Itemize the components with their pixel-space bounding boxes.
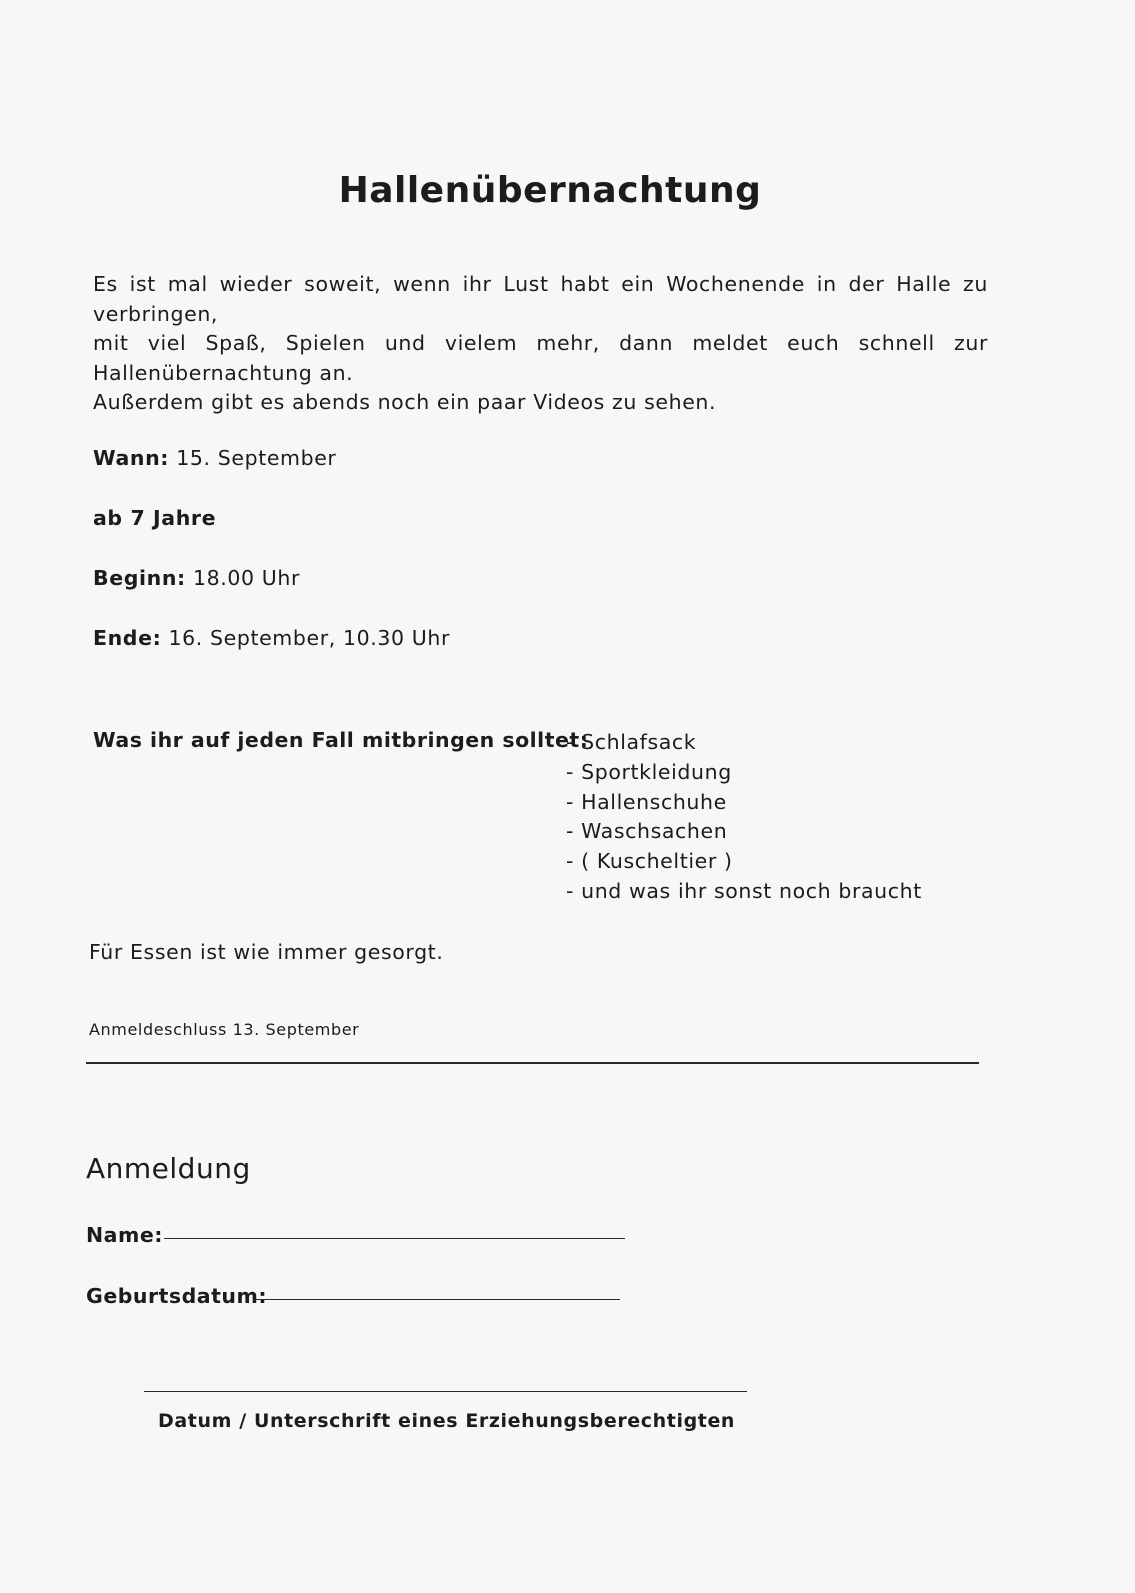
list-item: - und was ihr sonst noch braucht	[566, 878, 922, 903]
list-item: - Sportkleidung	[566, 759, 732, 784]
ende-value: 16. September, 10.30 Uhr	[168, 626, 450, 650]
intro-text	[93, 270, 988, 418]
intro-line-3: Außerdem gibt es abends noch ein paar Videos zu sehen.	[93, 390, 717, 414]
intro-line-1: Es ist mal wieder soweit, wenn ihr Lust habt ein Wochenende in der Halle zu verbringen,	[93, 272, 988, 326]
list-item: - ( Kuscheltier )	[566, 849, 733, 874]
ende-label: Ende:	[93, 626, 162, 650]
list-item: - Schlafsack	[566, 730, 697, 754]
birthdate-label: Geburtsdatum:	[86, 1284, 268, 1308]
bring-label: Was ihr auf jeden Fall mitbringen solltet:	[93, 728, 589, 752]
wann-value: 15. September	[176, 446, 337, 470]
list-item: - Hallenschuhe	[566, 789, 727, 814]
signature-label: Datum / Unterschrift eines Erziehungsberechtigten	[158, 1410, 736, 1432]
bring-list	[566, 728, 922, 907]
deadline-text: Anmeldeschluss 13. September	[89, 1020, 360, 1039]
name-label: Name:	[86, 1223, 163, 1247]
info-wann	[93, 446, 336, 470]
list-item: - Waschsachen	[566, 819, 728, 844]
info-age	[93, 506, 216, 530]
info-beginn	[93, 566, 300, 590]
page-title: Hallenübernachtung	[338, 170, 762, 211]
intro-line-2: mit viel Spaß, Spielen und vielem mehr, dann meldet euch schnell zur Hallenübernachtung an.	[93, 331, 988, 385]
form-title: Anmeldung	[86, 1152, 251, 1185]
beginn-label: Beginn:	[93, 566, 186, 590]
signature-line[interactable]	[144, 1391, 747, 1392]
name-field-line[interactable]	[164, 1238, 625, 1239]
info-ende	[93, 626, 450, 650]
age-text: ab 7 Jahre	[93, 506, 217, 530]
wann-label: Wann:	[93, 446, 170, 470]
food-note: Für Essen ist wie immer gesorgt.	[89, 940, 444, 964]
cut-line	[86, 1062, 979, 1064]
birthdate-field-line[interactable]	[253, 1299, 620, 1300]
beginn-value: 18.00 Uhr	[192, 566, 300, 590]
